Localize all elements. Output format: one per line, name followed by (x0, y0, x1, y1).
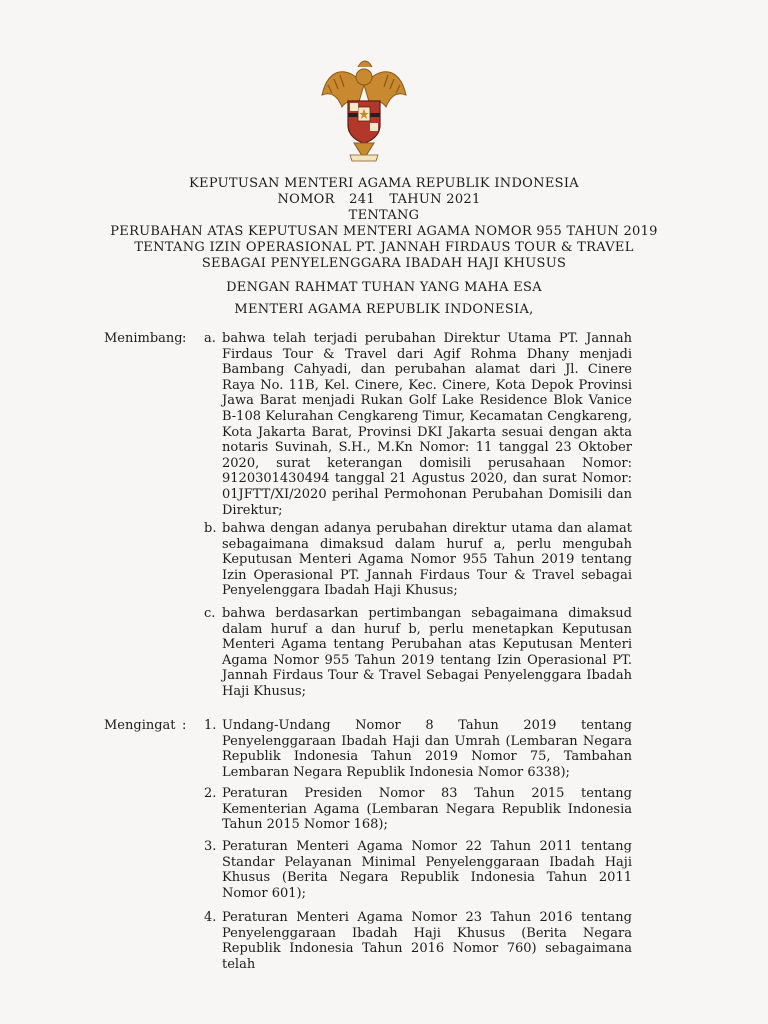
item-marker: b. (204, 521, 217, 536)
mengingat-item-1 (204, 718, 632, 780)
garuda-emblem-icon (318, 55, 410, 167)
mengingat-item-3 (204, 839, 632, 901)
mengingat-colon: : (182, 718, 187, 733)
tentang-heading: TENTANG (348, 208, 420, 223)
item-text: Peraturan Menteri Agama Nomor 23 Tahun 2016 tentang Penyelenggaraan Ibadah Haji Khusus (Berita Negara Republik Indonesia Tahun 2016 Nomor 760) sebagaimana telah (222, 910, 632, 972)
menimbang-item-c (204, 606, 632, 700)
item-text: bahwa telah terjadi perubahan Direktur Utama PT. Jannah Firdaus Tour & Travel dari Agif Rohma Dhany menjadi Bambang Cahyadi, dan perubahan alamat dari Jl. Cinere Raya No. 11B, Kel. Cinere, Kec. Cinere, Kota Depok Provinsi Jawa Barat menjadi Rukan Golf Lake Residence Blok Vanice B-108 Kelurahan Cengkareng Timur, Kecamatan Cengkareng, Kota Jakarta Barat, Provinsi DKI Jakarta sesuai dengan akta notaris Suvinah, S.H., M.Kn Nomor: 11 tanggal 23 Oktober 2020, surat keterangan domisili perusahaan Nomor: 9120301430494 tanggal 21 Agustus 2020, dan surat Nomor: 01JFTT/XI/2020 perihal Permohonan Perubahan Domisili dan Direktur; (222, 331, 632, 518)
subject-line-2: TENTANG IZIN OPERASIONAL PT. JANNAH FIRDAUS TOUR & TRAVEL (134, 240, 634, 255)
item-text: bahwa dengan adanya perubahan direktur utama dan alamat sebagaimana dimaksud dalam huruf a, perlu mengubah Keputusan Menteri Agama Nomor 955 Tahun 2019 tentang Izin Operasional PT. Jannah Firdaus Tour & Travel sebagai Penyelenggara Ibadah Haji Khusus; (222, 521, 632, 599)
item-marker: a. (204, 331, 216, 346)
menimbang-item-a (204, 331, 632, 518)
item-marker: c. (204, 606, 216, 621)
decree-number-line (0, 192, 768, 208)
tahun-label: TAHUN 2021 (389, 192, 481, 207)
item-marker: 1. (204, 718, 217, 733)
subject-line-1: PERUBAHAN ATAS KEPUTUSAN MENTERI AGAMA NOMOR 955 TAHUN 2019 (110, 224, 658, 239)
item-marker: 3. (204, 839, 217, 854)
menimbang-item-b (204, 521, 632, 599)
menimbang-label: Menimbang (104, 331, 183, 346)
decree-title: KEPUTUSAN MENTERI AGAMA REPUBLIK INDONESIA (189, 176, 579, 191)
menimbang-colon: : (182, 331, 187, 346)
invocation: DENGAN RAHMAT TUHAN YANG MAHA ESA (226, 280, 542, 295)
item-text: Peraturan Presiden Nomor 83 Tahun 2015 tentang Kementerian Agama (Lembaran Negara Republik Indonesia Tahun 2015 Nomor 168); (222, 786, 632, 833)
mengingat-item-2 (204, 786, 632, 833)
item-text: Peraturan Menteri Agama Nomor 22 Tahun 2011 tentang Standar Pelayanan Minimal Penyelenggaraan Ibadah Haji Khusus (Berita Negara Republik Indonesia Tahun 2011 Nomor 601); (222, 839, 632, 901)
item-text: bahwa berdasarkan pertimbangan sebagaimana dimaksud dalam huruf a dan huruf b, perlu menetapkan Keputusan Menteri Agama tentang Perubahan atas Keputusan Menteri Agama Nomor 955 Tahun 2019 tentang Izin Operasional PT. Jannah Firdaus Tour & Travel Sebagai Penyelenggara Ibadah Haji Khusus; (222, 606, 632, 699)
item-marker: 4. (204, 910, 217, 925)
nomor-value: 241 (349, 192, 375, 207)
subject-line-3: SEBAGAI PENYELENGGARA IBADAH HAJI KHUSUS (201, 256, 567, 271)
item-text: Undang-Undang Nomor 8 Tahun 2019 tentang Penyelenggaraan Ibadah Haji dan Umrah (Lembaran Negara Republik Indonesia Tahun 2019 Nomor 75, Tambahan Lembaran Negara Republik Indonesia Nomor 6338); (222, 718, 632, 780)
mengingat-item-4 (204, 910, 632, 972)
nomor-label: NOMOR (277, 192, 335, 207)
mengingat-label: Mengingat (104, 718, 176, 733)
minister-heading: MENTERI AGAMA REPUBLIK INDONESIA, (234, 302, 534, 317)
item-marker: 2. (204, 786, 217, 801)
